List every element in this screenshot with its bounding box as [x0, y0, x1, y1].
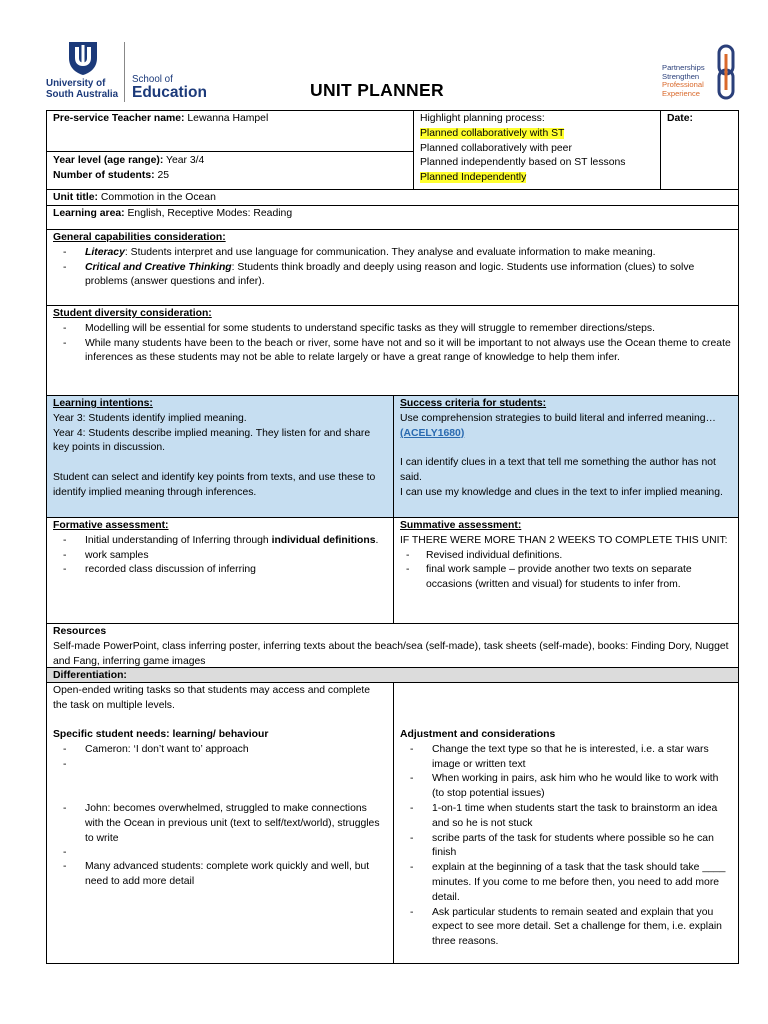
student-diversity-cell [47, 305, 738, 395]
planning-option-1: Planned collaboratively with ST [420, 127, 565, 139]
capability-term: Critical and Creative Thinking [85, 261, 232, 273]
learning-intention-year4: Year 4: Students describe implied meaning. They listen for and share key points in discussion. [53, 427, 371, 454]
adjustment-item: - explain at the beginning of a task that the task should take ____ minutes. If you come to me before then, you need to add more detail. [400, 861, 732, 905]
summative-item: - Revised individual definitions. [400, 549, 732, 564]
success-criteria-line-2: I can identify clues in a text that tell me something the author has not said. [400, 457, 716, 483]
spacer [53, 758, 387, 802]
planning-process-label: Highlight planning process: [420, 113, 545, 124]
unit-title-cell [47, 189, 738, 205]
adjustments-cell [393, 682, 738, 963]
school-of-education-logo [132, 74, 207, 101]
unisa-logo [46, 40, 122, 102]
summative-intro: IF THERE WERE MORE THAN 2 WEEKS TO COMPLETE THIS UNIT: [400, 534, 728, 546]
unit-title-value: Commotion in the Ocean [98, 192, 216, 203]
acara-code-link[interactable]: (ACELY1680) [400, 427, 465, 439]
header-divider [124, 42, 125, 102]
school-line-2: Education [132, 84, 207, 101]
learning-area-label: Learning area: [53, 208, 125, 219]
differentiation-header-cell [47, 667, 738, 682]
partnerships-logo [660, 44, 740, 102]
planning-option-3: Planned independently based on ST lessons [420, 157, 626, 169]
adjustment-item: - Change the text type so that he is interested, i.e. a star wars image or written text [400, 743, 732, 773]
student-needs-cell [47, 682, 393, 963]
success-criteria-line-1: Use comprehension strategies to build literal and inferred meaning… [400, 412, 716, 424]
formative-assessment-cell [47, 517, 393, 623]
student-diversity-label: Student diversity consideration: [53, 308, 212, 319]
general-capabilities-cell [47, 229, 738, 305]
partnerships-mark-icon [716, 44, 736, 100]
summative-assessment-cell [393, 517, 738, 623]
unit-title-label: Unit title: [53, 192, 99, 203]
adjustment-item: - Ask particular students to remain seated and explain that you expect to see more detail. Set a challenge for them, i.e. explain three reasons. [400, 906, 732, 950]
formative-item: - recorded class discussion of inferring [53, 563, 387, 578]
diversity-item: - Modelling will be essential for some students to understand specific tasks as they will struggle to remember directions/steps. [53, 322, 732, 337]
differentiation-label: Differentiation: [53, 670, 127, 681]
student-need-john: - John: becomes overwhelmed, struggled to make connections with the Ocean in previous unit (text to self/text/world), struggles to write [53, 802, 387, 846]
date-cell [660, 111, 738, 189]
year-level-label: Year level (age range): [53, 155, 164, 166]
formative-assessment-label: Formative assessment: [53, 520, 169, 531]
learning-intention-year3: Year 3: Students identify implied meaning. [53, 412, 247, 424]
resources-label: Resources [53, 626, 107, 637]
pspe-line-1: Partnerships [662, 63, 705, 72]
student-need-cameron: - Cameron: ‘I don’t want to’ approach [53, 743, 387, 758]
open-ended-text: Open-ended writing tasks so that students may access and complete the task on multiple levels. [53, 685, 371, 711]
success-criteria-cell [393, 395, 738, 517]
capability-term: Literacy [85, 246, 125, 258]
year-level-value: Year 3/4 [163, 155, 205, 166]
year-level-cell [47, 151, 413, 189]
planning-option-2: Planned collaboratively with peer [420, 142, 572, 154]
formative-item: - work samples [53, 549, 387, 564]
summative-assessment-label: Summative assessment: [400, 520, 522, 531]
pspe-line-2: Strengthen [662, 71, 700, 81]
teacher-name-label: Pre-service Teacher name: [53, 113, 185, 124]
learning-intention-student: Student can select and identify key points from texts, and use these to identify implied meaning through inferences. [53, 471, 376, 498]
resources-text: Self-made PowerPoint, class inferring poster, inferring texts about the beach/sea (self-made), task sheets (self-made), books: Finding Dory, Nugget and Fang, inferring game images [53, 640, 729, 667]
success-criteria-line-3: I can use my knowledge and clues in the text to infer implied meaning. [400, 486, 723, 498]
success-criteria-label: Success criteria for students: [400, 398, 547, 409]
school-line-1: School of [132, 74, 173, 85]
university-line-1: University of [46, 78, 106, 89]
student-needs-label: Specific student needs: learning/ behaviour [53, 729, 269, 741]
num-students-label: Number of students: [53, 169, 155, 181]
planning-option-4: Planned Independently [420, 172, 527, 184]
student-need-advanced: - Many advanced students: complete work quickly and well, but need to add more detail [53, 860, 387, 890]
learning-area-cell [47, 205, 738, 229]
pspe-line-3: Professional [662, 80, 704, 90]
teacher-name-value: Lewanna Hampel [184, 113, 269, 124]
page-title: UNIT PLANNER [310, 80, 444, 100]
resources-cell [47, 623, 738, 667]
adjustment-item: - scribe parts of the task for students where possible so he can finish [400, 832, 732, 862]
diversity-item: - While many students have been to the beach or river, some have not and so it will be important to not always use the Ocean theme to create inferences as these students may not be able to relate largely or have a great range of knowledge to help them infer. [53, 337, 732, 367]
capability-literacy: - Literacy: Students interpret and use language for communication. They analyse and evaluate information to make meaning. [53, 246, 732, 261]
learning-intentions-cell [47, 395, 393, 517]
adjustment-item: - 1-on-1 time when students start the task to brainstorm an idea and so he is not stuck [400, 802, 732, 832]
pspe-line-4: Experience [662, 88, 700, 98]
unit-planner-table [46, 110, 739, 964]
capability-critical-thinking: - Critical and Creative Thinking: Students think broadly and deeply using reason and logic. Students use information (clues) to solve problems (answer questions and infer). [53, 261, 732, 291]
learning-intentions-label: Learning intentions: [53, 398, 153, 409]
planning-process-cell [413, 111, 660, 189]
adjustment-item: - When working in pairs, ask him who he would like to work with (to stop potential issues) [400, 772, 732, 802]
formative-item: - Initial understanding of Inferring through individual definitions. [53, 534, 387, 549]
adjustments-label: Adjustment and considerations [400, 729, 556, 740]
num-students-value: 25 [154, 169, 170, 181]
teacher-name-cell [47, 111, 413, 151]
summative-item: - final work sample – provide another two texts on separate occasions (written and visual) for students to infer from. [400, 563, 732, 593]
date-label: Date: [667, 113, 693, 124]
spacer [53, 846, 387, 860]
unisa-crest-icon [66, 40, 100, 76]
university-line-2: South Australia [46, 89, 119, 100]
learning-area-value: English, Receptive Modes: Reading [124, 208, 293, 219]
general-capabilities-label: General capabilities consideration: [53, 232, 226, 243]
